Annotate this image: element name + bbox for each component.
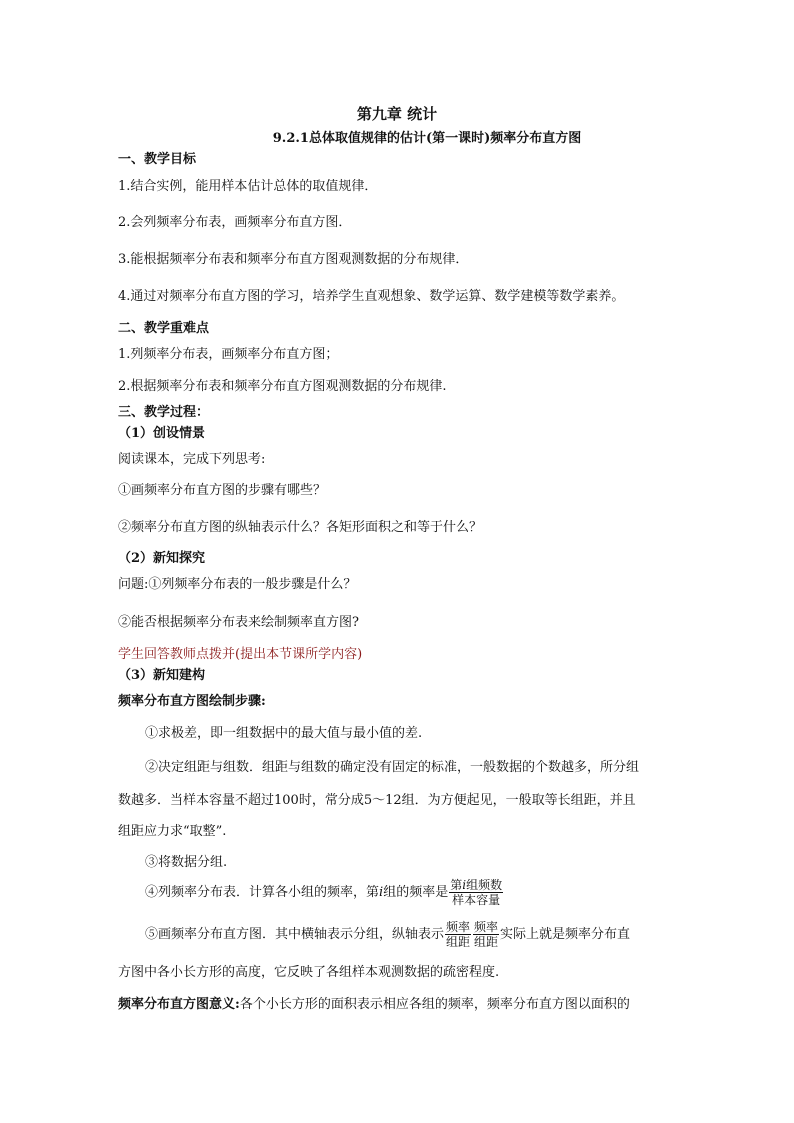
- objective-item: 3.能根据频率分布表和频率分布直方图观测数据的分布规律．: [118, 252, 469, 267]
- step4-text2: 组的频率是: [383, 885, 449, 900]
- step4-variable: i: [379, 885, 384, 900]
- objective-item: 4.通过对频率分布直方图的学习，培养学生直观想象、数学运算、数学建模等数学素养。: [118, 289, 625, 304]
- reading-intro: 阅读课本，完成下列思考:: [118, 452, 266, 467]
- fraction-numerator: 第i组频数: [450, 878, 503, 892]
- section3-heading: 三、教学过程：: [118, 405, 210, 420]
- section1-heading: 一、教学目标: [118, 152, 197, 167]
- page-subtitle: 9.2.1总体取值规律的估计(第一课时)频率分布直方图: [272, 131, 582, 146]
- step-item-continuation: 数越多．当样本容量不超过100时，常分成5～12组．为方便起见，一般取等长组距，并且: [118, 793, 636, 808]
- step-item: ②决定组距与组数．组距与组数的确定没有固定的标准，一般数据的个数越多，所分组: [145, 760, 640, 775]
- step5-text2: 实际上就是频率分布直: [500, 927, 631, 942]
- subsection1-heading: （1）创设情景: [118, 426, 206, 441]
- frequency-per-width-fraction: [473, 920, 499, 949]
- teacher-note: 学生回答教师点拨并(提出本节课所学内容): [118, 647, 363, 662]
- subsection3-heading: （3）新知建构: [118, 668, 206, 683]
- meaning-label: 频率分布直方图意义:: [118, 997, 240, 1012]
- steps-title: 频率分布直方图绘制步骤:: [118, 694, 266, 709]
- page-title: 第九章 统计: [356, 105, 438, 123]
- step-item-continuation: 组距应力求“取整”.: [118, 824, 227, 839]
- question-item: ②频率分布直方图的纵轴表示什么？各矩形面积之和等于什么？: [118, 520, 483, 535]
- meaning-text: 各个小长方形的面积表示相应各组的频率，频率分布直方图以面积的: [239, 997, 630, 1012]
- keypoint-item: 1.列频率分布表，画频率分布直方图；: [118, 347, 339, 362]
- objective-item: 1.结合实例，能用样本估计总体的取值规律．: [118, 179, 378, 194]
- question-item: ①画频率分布直方图的步骤有哪些？: [118, 483, 327, 498]
- group-frequency-fraction: [449, 878, 503, 907]
- objective-item: 2.会列频率分布表，画频率分布直方图．: [118, 215, 352, 230]
- step-item: [145, 876, 504, 910]
- step-item: ③将数据分组.: [145, 855, 228, 870]
- fraction-denominator: 组距: [474, 935, 499, 949]
- fraction-denominator: 样本容量: [452, 893, 501, 907]
- step-item: ①求极差，即一组数据中的最大值与最小值的差.: [145, 726, 423, 741]
- step4-text: ④列频率分布表．计算各小组的频率，第: [145, 885, 380, 900]
- question-item: ②能否根据频率分布表来绘制频率直方图?: [118, 615, 359, 630]
- step-item: [145, 918, 630, 952]
- subsection2-heading: （2）新知探究: [118, 551, 206, 566]
- step-item-continuation: 方图中各小长方形的高度，它反映了各组样本观测数据的疏密程度.: [118, 965, 500, 980]
- fraction-numerator: 频率: [446, 920, 471, 934]
- fraction-numerator: 频率: [474, 920, 499, 934]
- question-item: 问题:①列频率分布表的一般步骤是什么？: [118, 577, 357, 592]
- meaning-paragraph: [118, 996, 630, 1014]
- keypoint-item: 2.根据频率分布表和频率分布直方图观测数据的分布规律.: [118, 379, 447, 394]
- section2-heading: 二、教学重难点: [118, 321, 210, 336]
- fraction-denominator: 组距: [446, 935, 471, 949]
- frequency-per-width-fraction: [445, 920, 471, 949]
- step5-text: ⑤画频率分布直方图．其中横轴表示分组，纵轴表示: [145, 927, 445, 942]
